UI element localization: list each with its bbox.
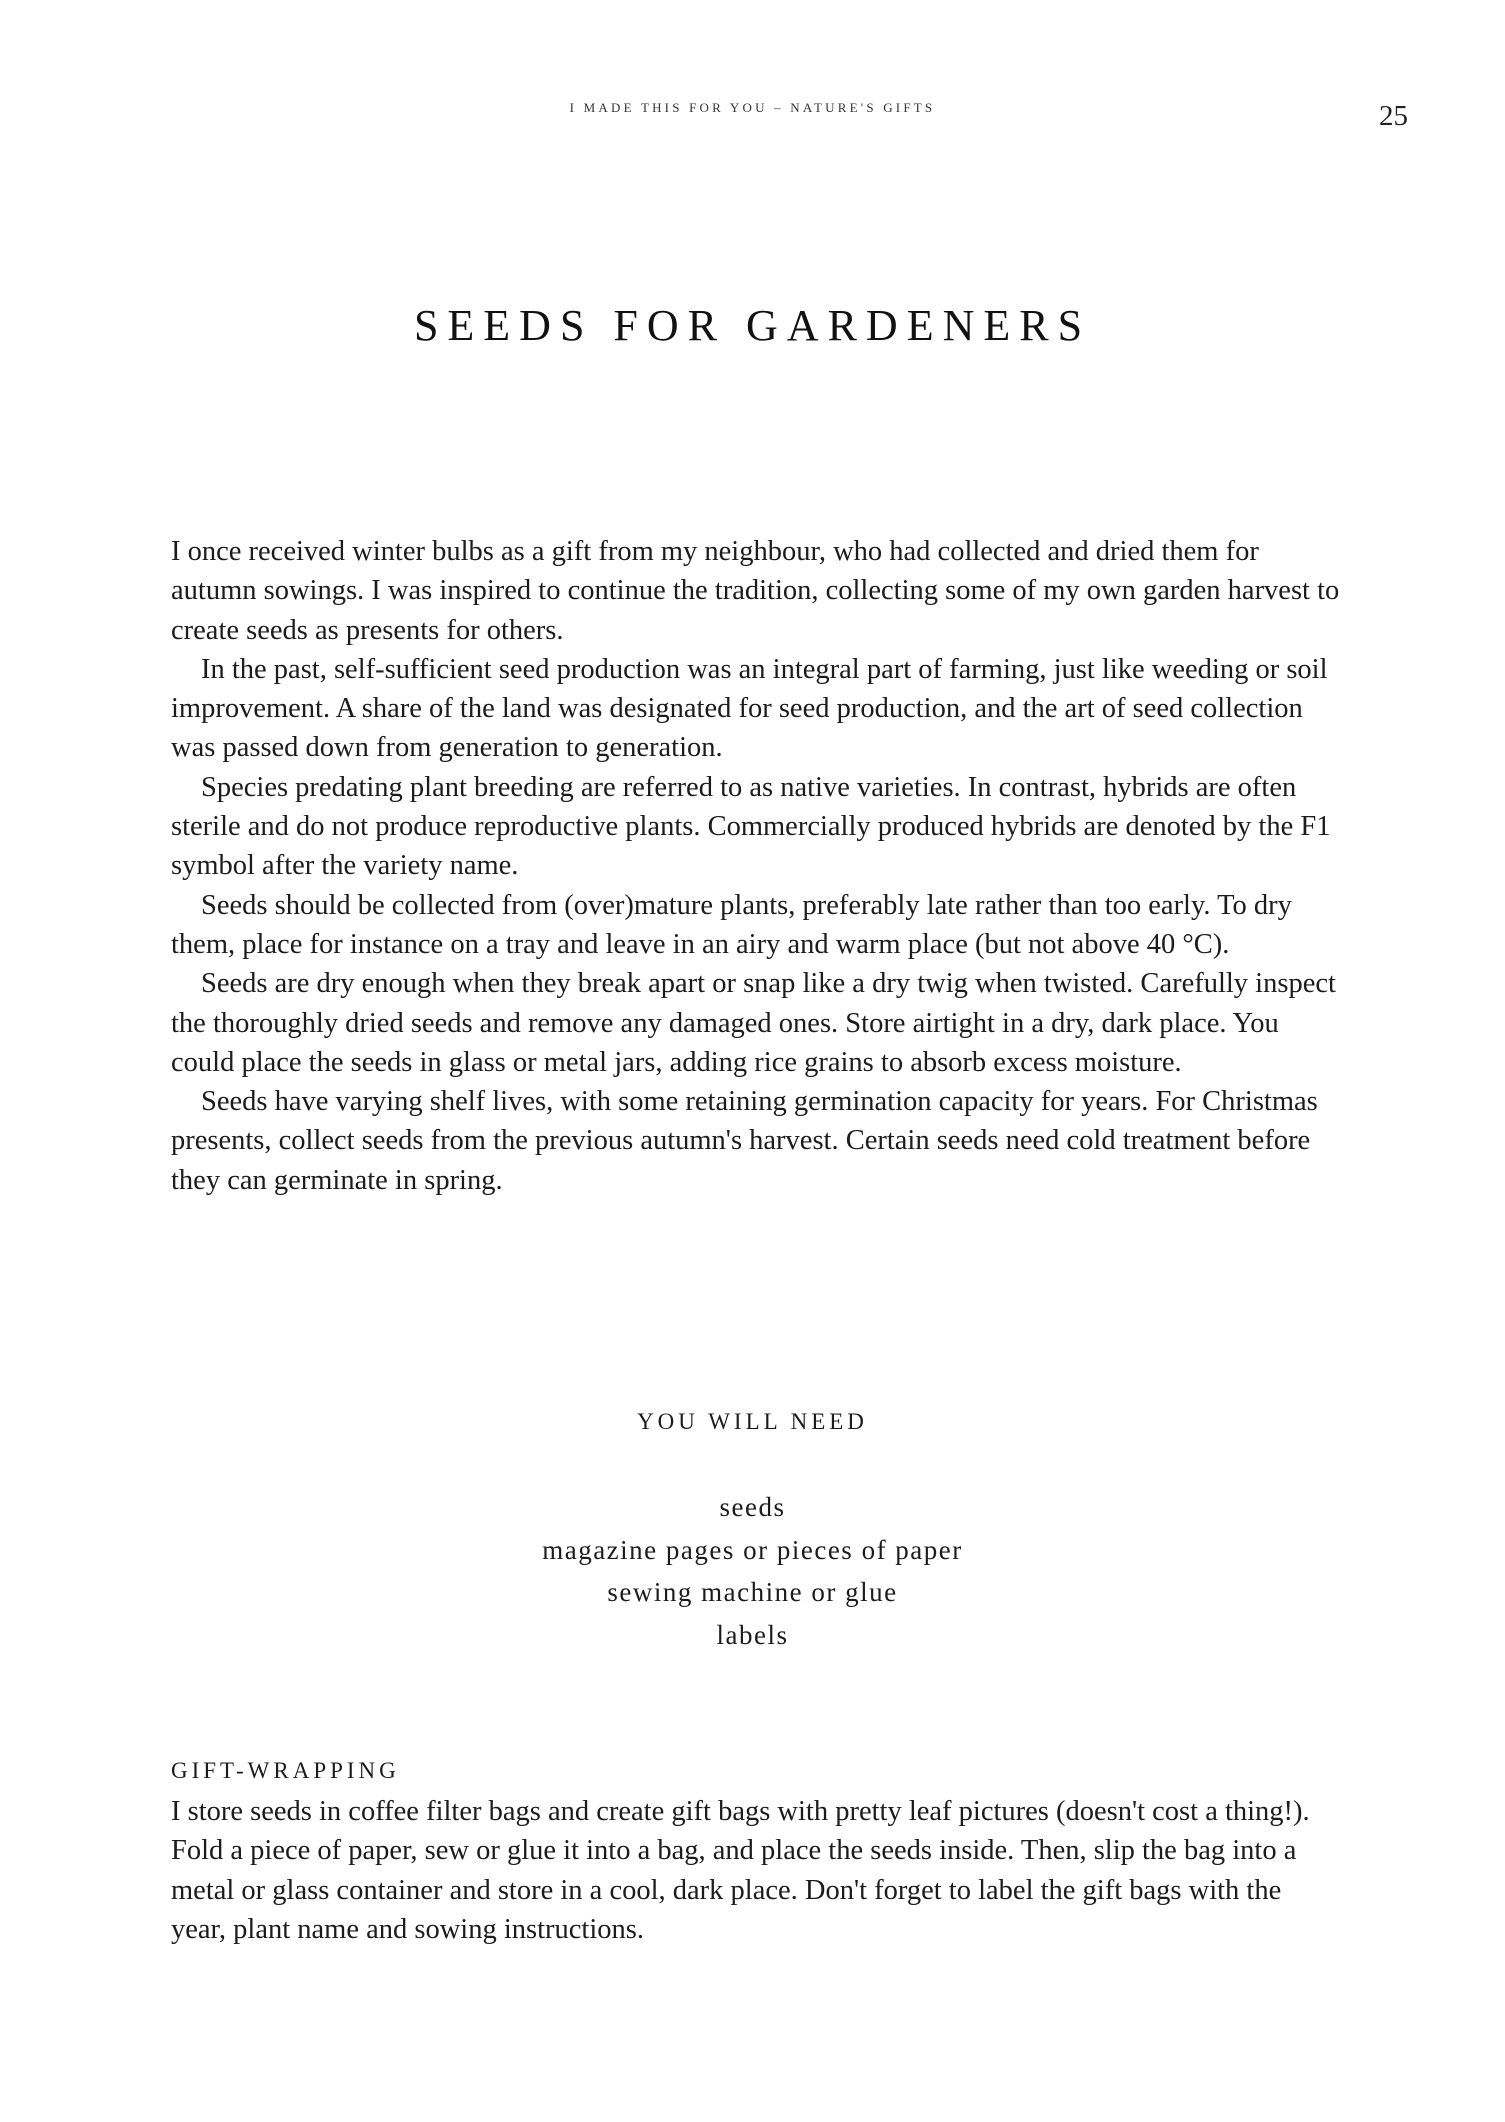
paragraph: I once received winter bulbs as a gift from my neighbour, who had collected and dried them for autumn sowings. I was inspired to continue the tradition, collecting some of my own garden harvest to create seeds as presents for others. xyxy=(171,536,1340,646)
body-text xyxy=(171,532,1341,1200)
paragraph: In the past, self-sufficient seed production was an integral part of farming, just like weeding or soil improvement. A share of the land was designated for seed production, and the art of seed collection was passed down from generation to generation. xyxy=(171,653,1328,764)
list-item: sewing machine or glue xyxy=(607,1577,898,1607)
gift-wrapping-heading: GIFT-WRAPPING xyxy=(171,1758,400,1783)
materials-list xyxy=(0,1486,1505,1656)
list-item: seeds xyxy=(719,1492,786,1522)
list-item: magazine pages or pieces of paper xyxy=(542,1534,963,1565)
paragraph: Seeds are dry enough when they break apart or snap like a dry twig when twisted. Carefully inspect the thoroughly dried seeds and remove any damaged ones. Store airtight in a dry, dark place. You could place the seeds in glass or metal jars, adding rice grains to absorb excess moisture. xyxy=(171,968,1336,1078)
paragraph: Seeds should be collected from (over)mature plants, preferably late rather than too early. To dry them, place for instance on a tray and leave in an airy and warm place (but not above 40 °C). xyxy=(171,889,1292,960)
page-number: 25 xyxy=(1379,100,1408,132)
list-item: labels xyxy=(716,1619,789,1650)
running-head: I MADE THIS FOR YOU – NATURE'S GIFTS xyxy=(569,100,936,115)
you-will-need-heading: YOU WILL NEED xyxy=(637,1409,868,1434)
gift-wrapping-text: I store seeds in coffee filter bags and create gift bags with pretty leaf pictures (doesn't cost a thing!). Fold a piece of paper, sew or glue it into a bag, and place the seeds inside. Then, slip the bag into a metal or glass container and store in a cool, dark place. Don't forget to label the gift bags with the year, plant name and sowing instructions. xyxy=(171,1796,1310,1945)
page-title: SEEDS FOR GARDENERS xyxy=(413,301,1092,350)
paragraph: Species predating plant breeding are referred to as native varieties. In contrast, hybrids are often sterile and do not produce reproductive plants. Commercially produced hybrids are denoted by the F1 symbol after the variety name. xyxy=(171,771,1331,882)
paragraph: Seeds have varying shelf lives, with some retaining germination capacity for years. For Christmas presents, collect seeds from the previous autumn's harvest. Certain seeds need cold treatment before they can germinate in spring. xyxy=(171,1086,1318,1196)
